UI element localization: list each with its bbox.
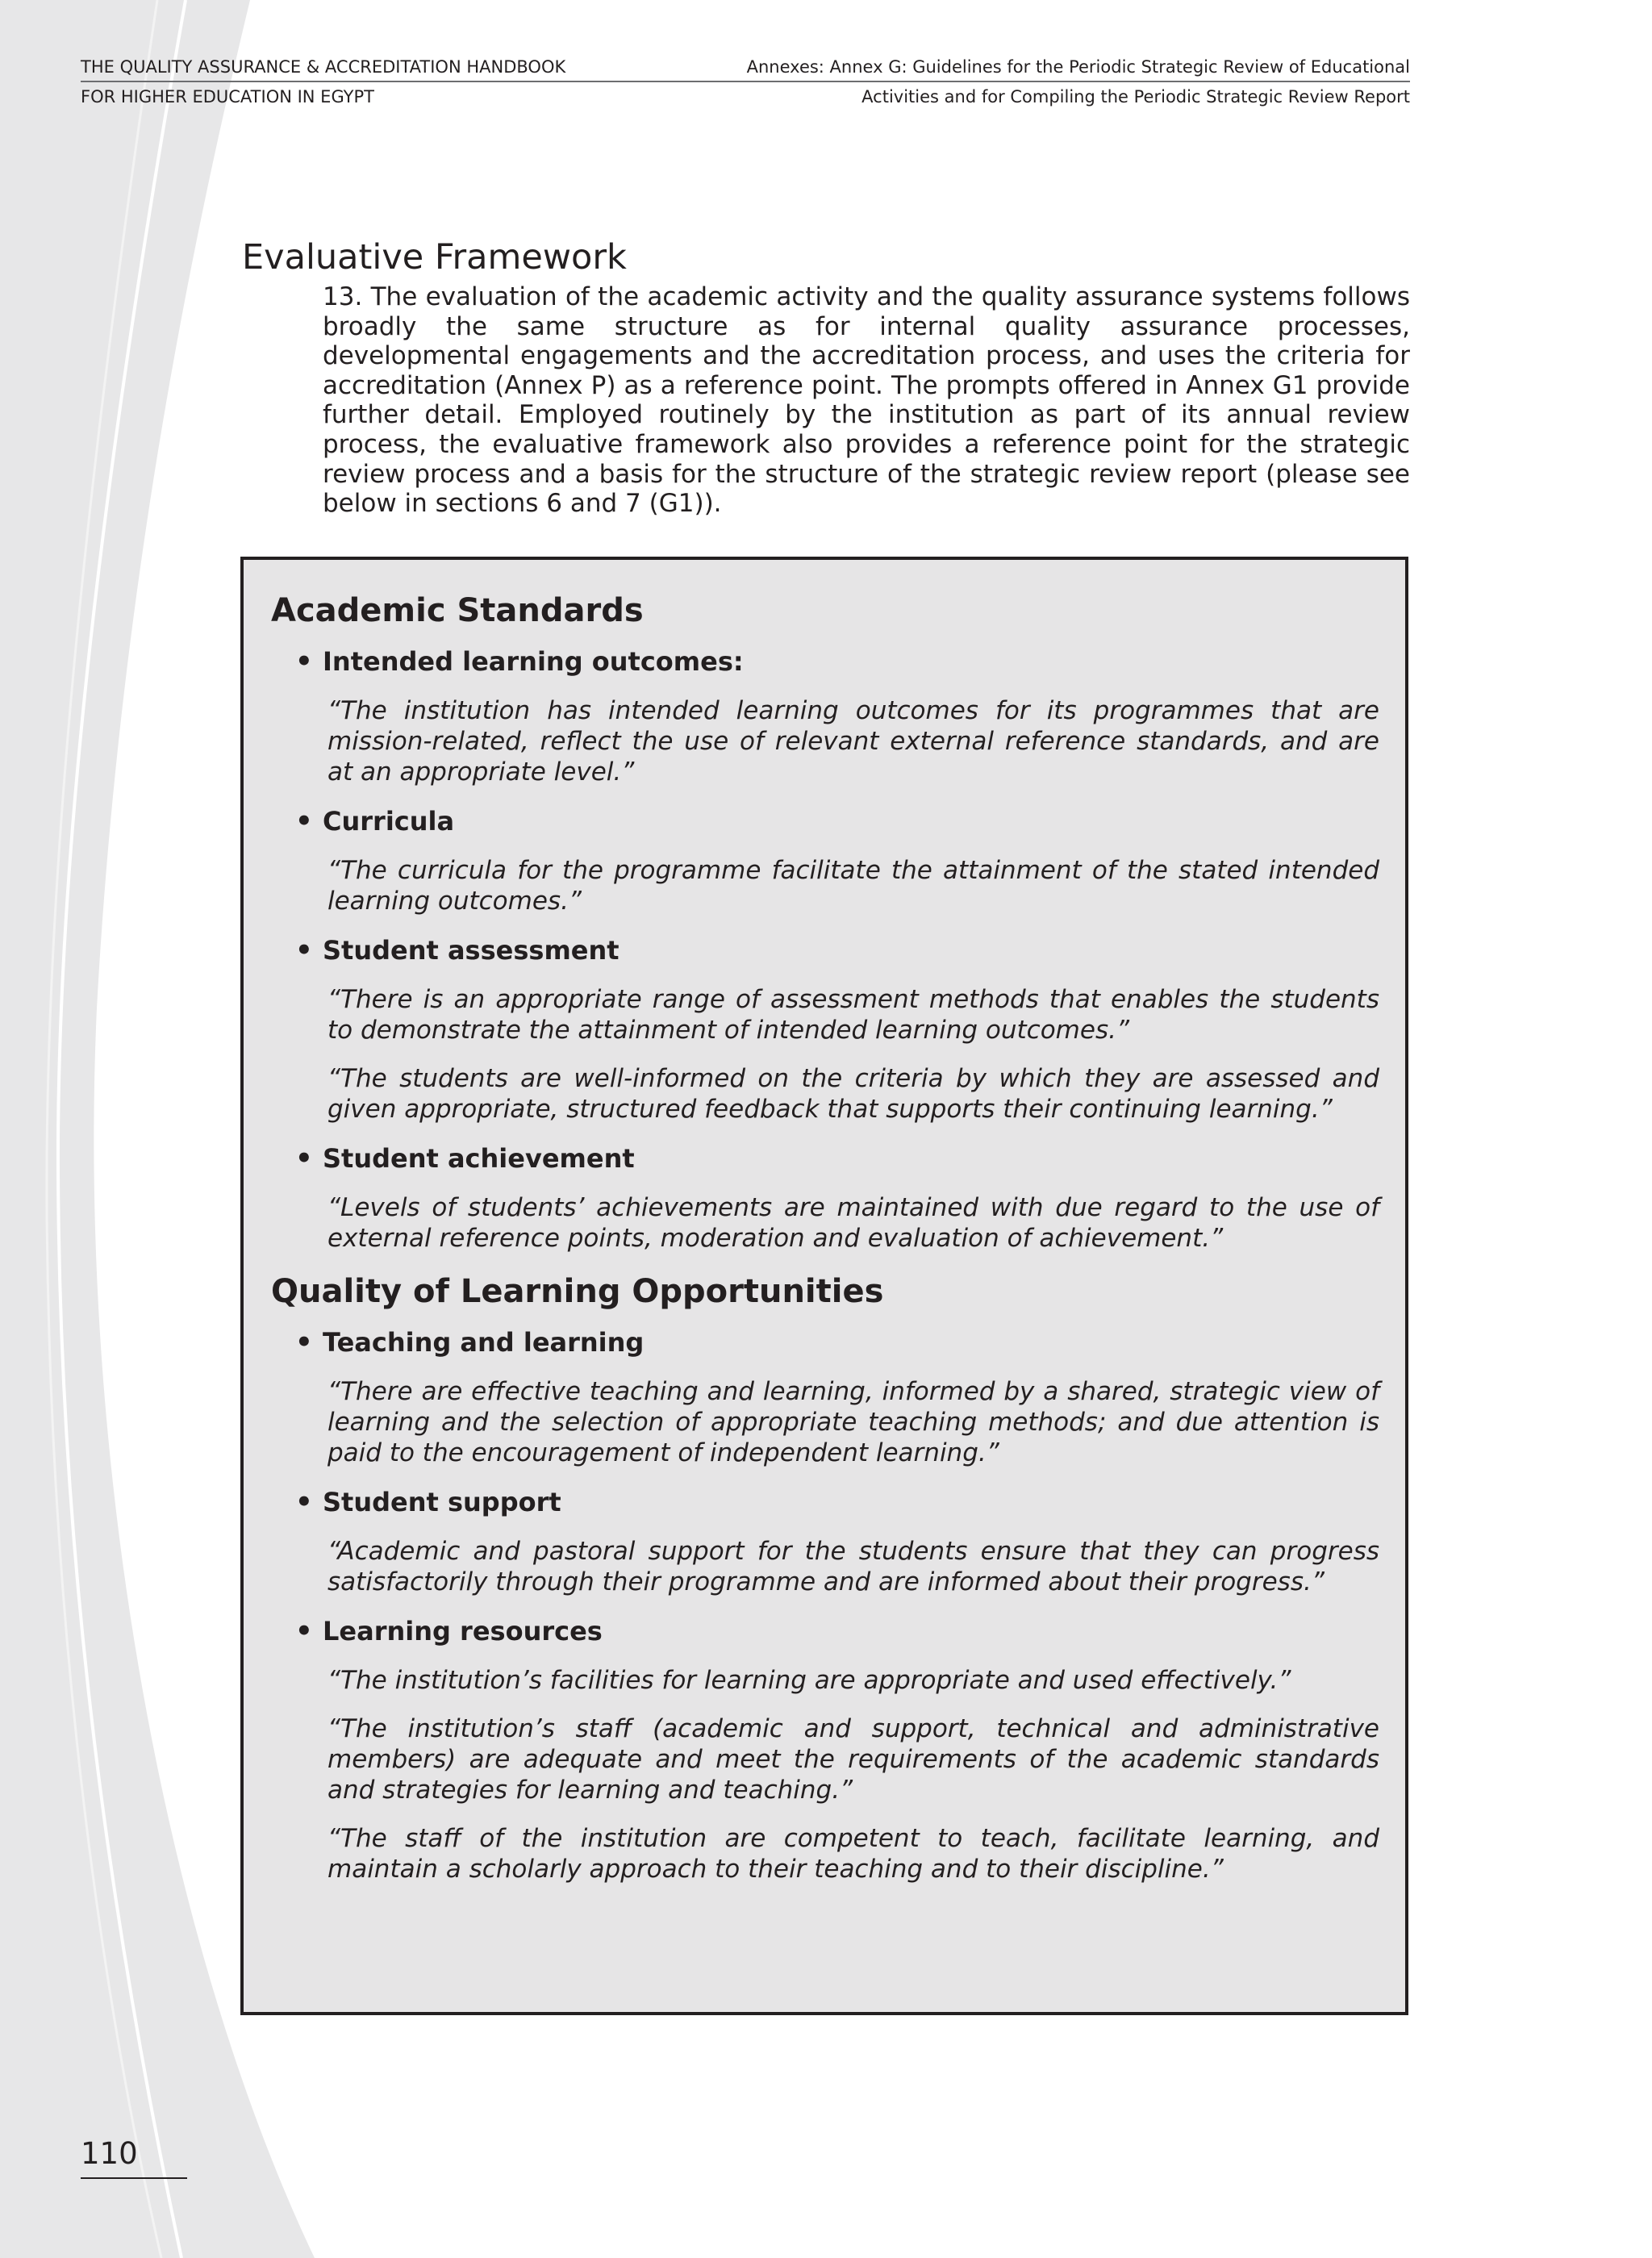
page-number: 110 bbox=[81, 2136, 138, 2171]
running-header-title: THE QUALITY ASSURANCE & ACCREDITATION HANDBOOK bbox=[81, 57, 566, 77]
criterion-quote: “The institution has intended learning outcomes for its programmes that are mission-related, reflect the use of relevant external reference standards, and are at an appropriate level.” bbox=[327, 696, 1379, 787]
bullet-icon: • bbox=[295, 1326, 313, 1359]
criteria-box bbox=[240, 557, 1408, 2015]
learning-opportunities-heading: Quality of Learning Opportunities bbox=[271, 1273, 884, 1310]
criterion-title bbox=[295, 645, 1375, 678]
criterion-quote: “The institution’s staff (academic and support, technical and administrative members) are adequate and meet the requirements of the academic standards and strategies for learning and teaching.” bbox=[327, 1714, 1379, 1805]
bullet-icon: • bbox=[295, 934, 313, 966]
criterion-curricula bbox=[271, 805, 1379, 916]
criterion-title bbox=[295, 1142, 1375, 1175]
running-header-annex-line2: Activities and for Compiling the Periodic Strategic Review Report bbox=[861, 87, 1410, 106]
criterion-label: Intended learning outcomes: bbox=[323, 646, 744, 677]
page-number-rule bbox=[81, 2177, 187, 2179]
running-header-annex-line1: Annexes: Annex G: Guidelines for the Periodic Strategic Review of Educational bbox=[746, 57, 1410, 77]
bullet-icon: • bbox=[295, 1615, 313, 1647]
criterion-learning-resources bbox=[271, 1615, 1379, 1884]
criterion-label: Teaching and learning bbox=[323, 1327, 645, 1358]
header-rule bbox=[81, 81, 1410, 82]
bullet-icon: • bbox=[295, 1486, 313, 1518]
criterion-label: Student achievement bbox=[323, 1143, 635, 1174]
criterion-quote: “There are effective teaching and learning, informed by a shared, strategic view of learning and the selection of appropriate teaching methods; and due attention is paid to the encouragement of independent learning.” bbox=[327, 1377, 1379, 1467]
section-title: Evaluative Framework bbox=[242, 237, 627, 278]
academic-standards-heading: Academic Standards bbox=[271, 592, 644, 629]
criterion-quote: “The students are well-informed on the criteria by which they are assessed and given appropriate, structured feedback that supports their continuing learning.” bbox=[327, 1064, 1379, 1124]
bullet-icon: • bbox=[295, 645, 313, 678]
criterion-title bbox=[295, 1615, 1375, 1647]
criterion-quote: “The curricula for the programme facilitate the attainment of the stated intended learning outcomes.” bbox=[327, 856, 1379, 916]
bullet-icon: • bbox=[295, 805, 313, 837]
criterion-title bbox=[295, 934, 1375, 966]
criterion-label: Learning resources bbox=[323, 1616, 603, 1647]
criterion-quote: “Levels of students’ achievements are maintained with due regard to the use of external reference points, moderation and evaluation of achievement.” bbox=[327, 1193, 1379, 1253]
bullet-icon: • bbox=[295, 1142, 313, 1175]
criterion-label: Student support bbox=[323, 1487, 561, 1517]
criterion-student-achievement bbox=[271, 1142, 1379, 1254]
criterion-intended-learning-outcomes bbox=[271, 645, 1379, 787]
criterion-title bbox=[295, 805, 1375, 837]
criterion-student-support bbox=[271, 1486, 1379, 1597]
criterion-student-assessment bbox=[271, 934, 1379, 1125]
criterion-teaching-and-learning bbox=[271, 1326, 1379, 1468]
criterion-quote: “There is an appropriate range of assessment methods that enables the students to demonstrate the attainment of intended learning outcomes.” bbox=[327, 985, 1379, 1045]
criterion-quote: “The institution’s facilities for learning are appropriate and used effectively.” bbox=[327, 1666, 1291, 1695]
running-header-subtitle: FOR HIGHER EDUCATION IN EGYPT bbox=[81, 87, 374, 106]
criterion-label: Student assessment bbox=[323, 935, 620, 966]
intro-paragraph: 13. The evaluation of the academic activity and the quality assurance systems follows broadly the same structure as for internal quality assurance processes, developmental engagements and the accreditation process, and uses the criteria for accreditation (Annex P) as a reference point. The prompts offered in Annex G1 provide further detail. Employed routinely by the institution as part of its annual review process, the evaluative framework also provides a reference point for the strategic review process and a basis for the structure of the strategic review report (please see below in sections 6 and 7 (G1)). bbox=[323, 282, 1410, 519]
criterion-quote: “The staff of the institution are competent to teach, facilitate learning, and maintain a scholarly approach to their teaching and to their discipline.” bbox=[327, 1824, 1379, 1884]
criterion-title bbox=[295, 1326, 1375, 1359]
criterion-label: Curricula bbox=[323, 806, 455, 837]
criterion-quote: “Academic and pastoral support for the students ensure that they can progress satisfactorily through their programme and are informed about their progress.” bbox=[327, 1537, 1379, 1596]
criterion-title bbox=[295, 1486, 1375, 1518]
